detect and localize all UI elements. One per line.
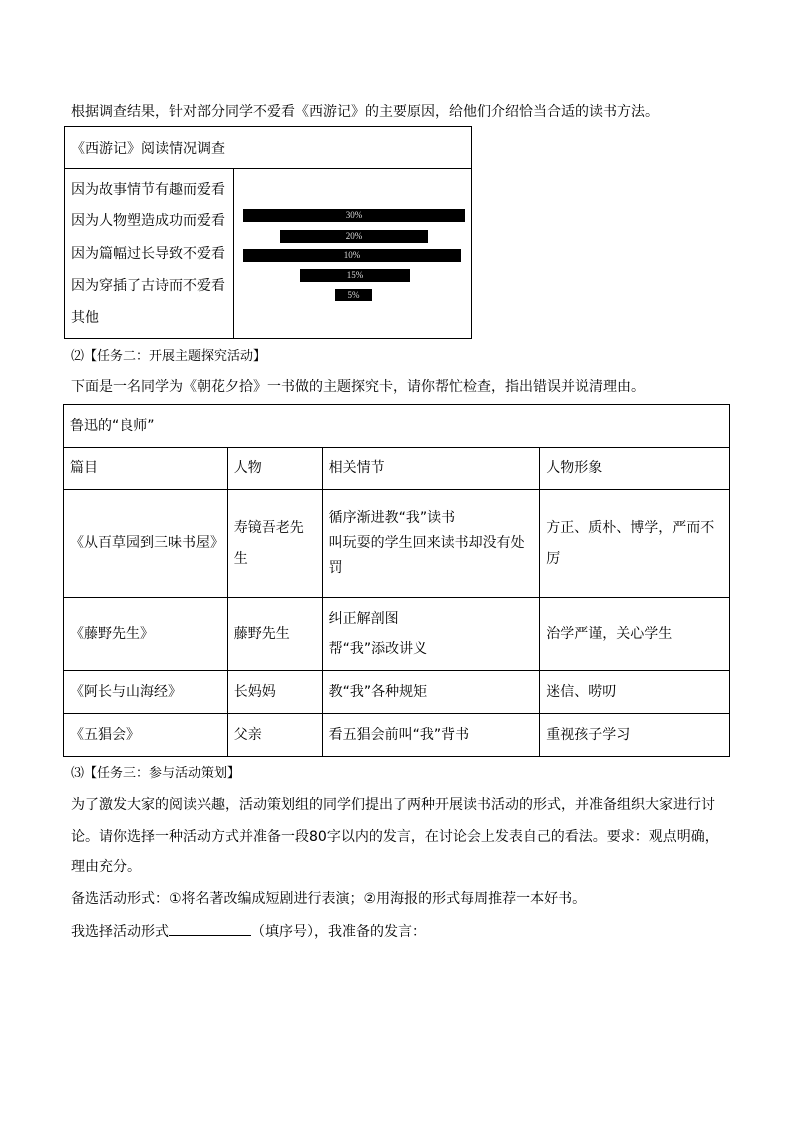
- answer-suffix: （填序号），我准备的发言：: [251, 924, 426, 940]
- card-title-row: [64, 405, 730, 448]
- plot-cell: 看五猖会前叫“我”背书: [322, 714, 540, 757]
- survey-title: 《西游记》阅读情况调查: [71, 141, 225, 157]
- answer-line: [71, 921, 426, 942]
- task3-paragraph-line: 理由充分。: [71, 859, 141, 875]
- answer-blank[interactable]: [169, 921, 251, 936]
- task3-heading: ⑶【任务三：参与活动策划】: [71, 766, 241, 781]
- task3-paragraph-line: 论。请你选择一种活动方式并准备一段80字以内的发言，在讨论会上发表自己的看法。要求：观点明确，: [71, 829, 719, 845]
- plot-line: 循序渐进教“我”读书: [328, 510, 456, 526]
- column-header: 篇目: [64, 448, 228, 490]
- image-cell: 重视孩子学习: [540, 714, 730, 757]
- column-header: 人物形象: [540, 448, 730, 490]
- survey-header: [65, 127, 471, 169]
- survey-reason: 其他: [71, 310, 99, 326]
- survey-reason: 因为故事情节有趣而爱看: [71, 182, 225, 198]
- survey-bar: 10%: [243, 249, 461, 262]
- table-row: [64, 490, 730, 598]
- plot-line: 纠正解剖图: [328, 611, 399, 627]
- plot-cell: [322, 598, 540, 671]
- work-cell: 《阿长与山海经》: [64, 671, 228, 714]
- task2-instruction: 下面是一名同学为《朝花夕拾》一书做的主题探究卡，请你帮忙检查，指出错误并说清理由。: [71, 379, 645, 395]
- survey-divider: [233, 169, 234, 339]
- table-row: [64, 671, 730, 714]
- answer-prefix: 我选择活动形式: [71, 924, 169, 940]
- work-cell: 《从百草园到三味书屋》: [64, 490, 228, 598]
- survey-reason: 因为篇幅过长导致不爱看: [71, 246, 225, 262]
- person-text: 寿镜吾老先生: [233, 519, 304, 567]
- plot-line: 帮“我”添改讲义: [328, 641, 428, 657]
- table-row: [64, 598, 730, 671]
- intro-line: 根据调查结果，针对部分同学不爱看《西游记》的主要原因，给他们介绍恰当合适的读书方法。: [71, 104, 659, 120]
- column-header: 相关情节: [322, 448, 540, 490]
- plot-cell: 教“我”各种规矩: [322, 671, 540, 714]
- survey-bar: 5%: [335, 289, 372, 301]
- image-text: 方正、质朴、博学，严而不厉: [546, 519, 715, 567]
- person-cell: [227, 490, 322, 598]
- column-header: 人物: [227, 448, 322, 490]
- survey-bar: 15%: [300, 269, 410, 282]
- card-title: 鲁迅的“良师”: [64, 405, 730, 448]
- image-cell: 治学严谨，关心学生: [540, 598, 730, 671]
- image-cell: 迷信、唠叨: [540, 671, 730, 714]
- task3-paragraph-line: 为了激发大家的阅读兴趣，活动策划组的同学们提出了两种开展读书活动的形式，并准备组织大家进行讨: [71, 797, 715, 813]
- survey-bar: 20%: [280, 230, 428, 243]
- task2-heading: ⑵【任务二：开展主题探究活动】: [71, 349, 267, 364]
- person-cell: 长妈妈: [227, 671, 322, 714]
- survey-reason: 因为人物塑造成功而爱看: [71, 213, 225, 229]
- person-cell: 藤野先生: [227, 598, 322, 671]
- survey-reason: 因为穿插了古诗而不爱看: [71, 278, 225, 294]
- image-cell: [540, 490, 730, 598]
- work-cell: 《藤野先生》: [64, 598, 228, 671]
- study-card-table: [63, 404, 730, 757]
- survey-table: [64, 126, 472, 339]
- plot-cell: [322, 490, 540, 598]
- activity-options: 备选活动形式：①将名著改编成短剧进行表演；②用海报的形式每周推荐一本好书。: [71, 891, 587, 907]
- table-row: [64, 714, 730, 757]
- work-cell: 《五猖会》: [64, 714, 228, 757]
- survey-bar: 30%: [243, 209, 465, 222]
- person-cell: 父亲: [227, 714, 322, 757]
- card-header-row: [64, 448, 730, 490]
- plot-line: 叫玩耍的学生回来读书却没有处罚: [328, 535, 525, 576]
